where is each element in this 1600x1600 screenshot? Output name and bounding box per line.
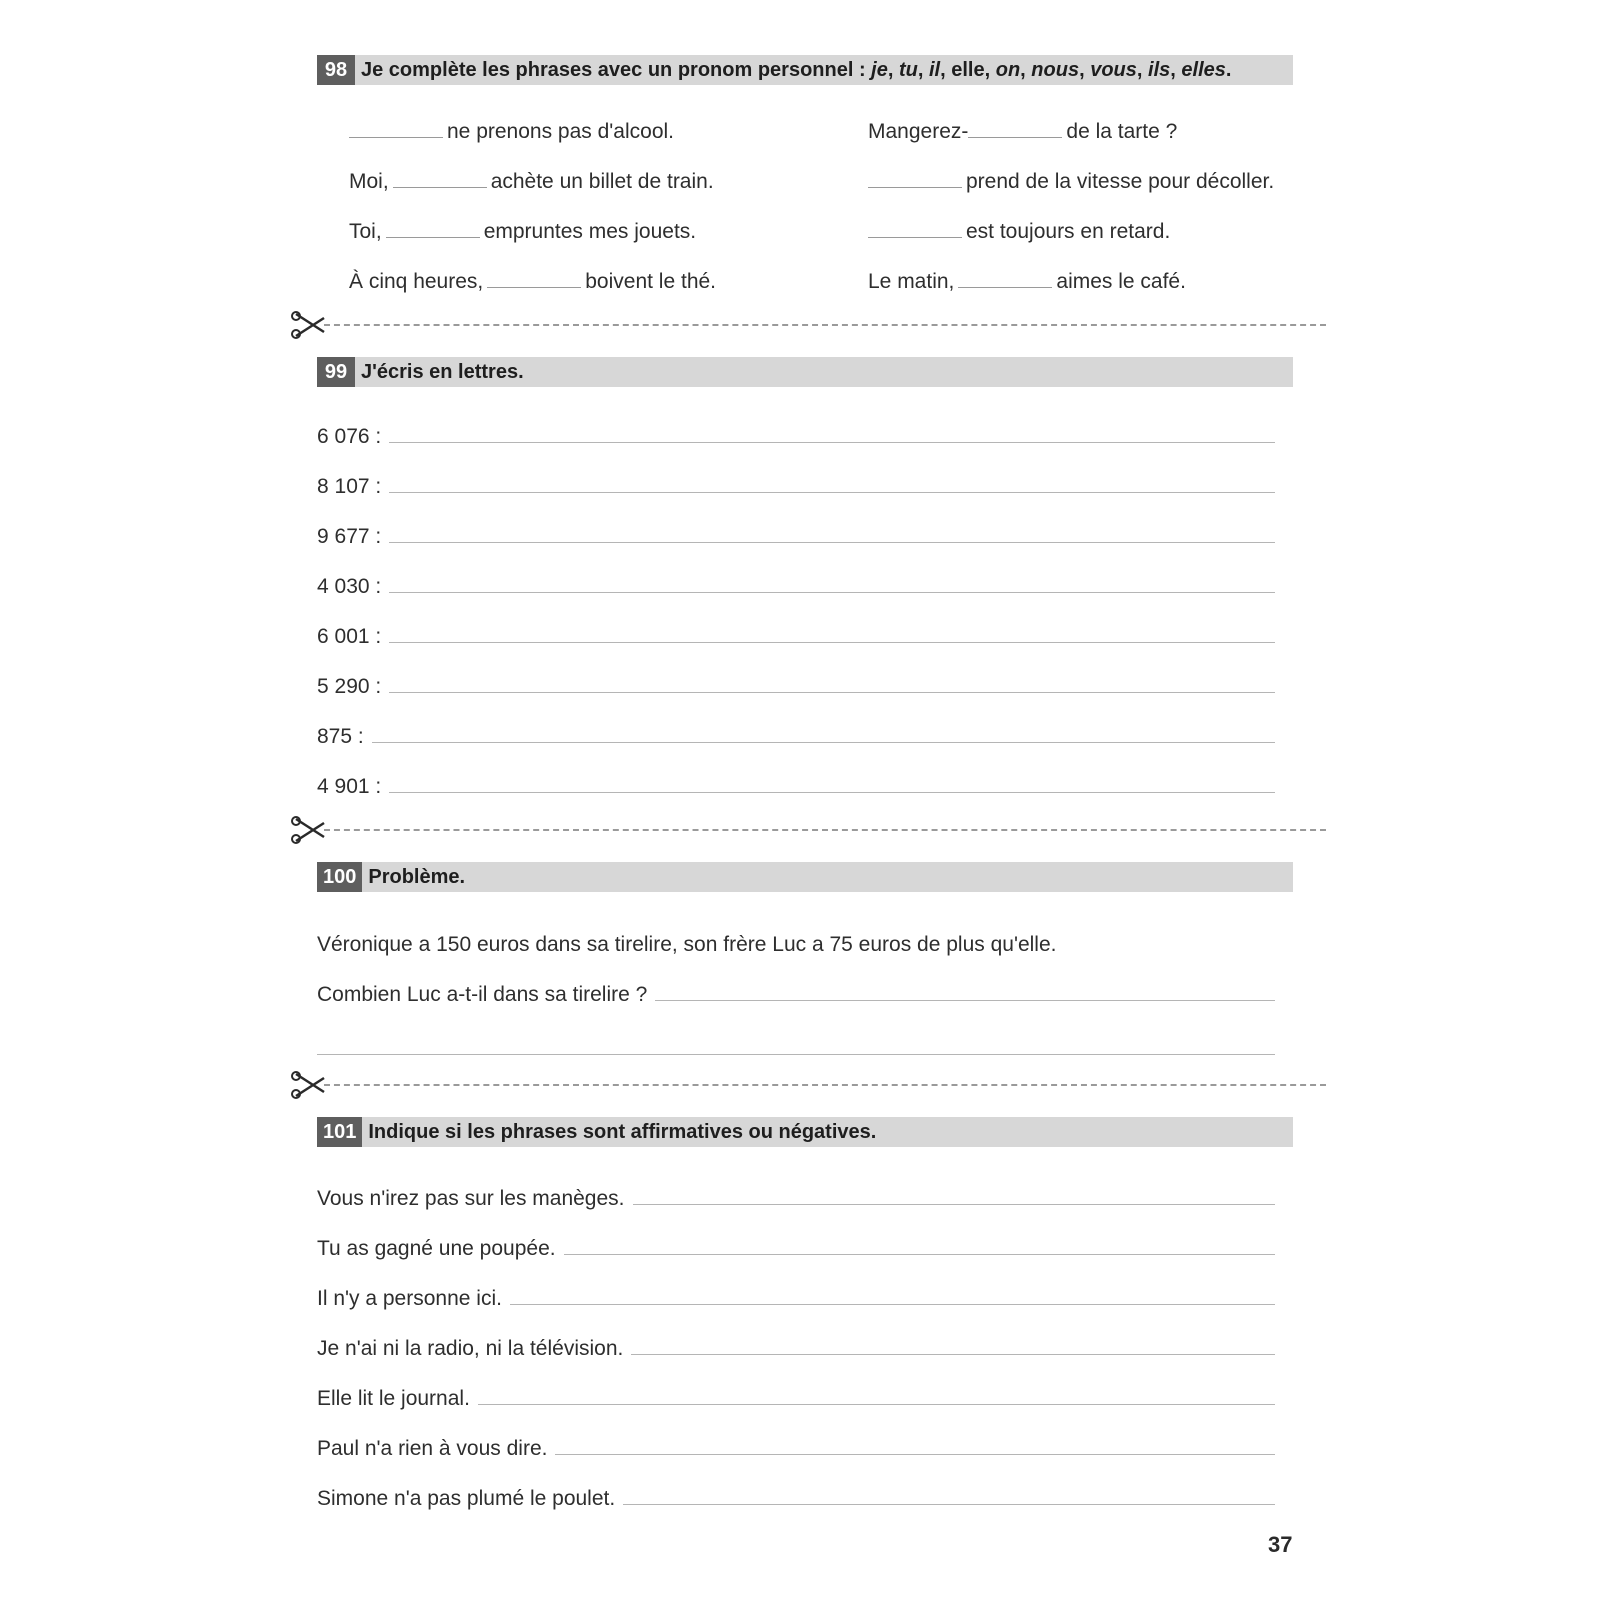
answer-line[interactable] — [389, 441, 1275, 443]
exercise-number: 101 — [317, 1117, 362, 1147]
exercise-number: 98 — [317, 55, 355, 85]
number-row — [317, 475, 1275, 499]
exercise-number: 99 — [317, 357, 355, 387]
sentence-text: de la tarte ? — [1066, 120, 1178, 143]
answer-blank[interactable] — [393, 186, 487, 188]
sentence-text: Tu as gagné une poupée. — [317, 1237, 556, 1260]
separator: , — [984, 58, 996, 81]
sentence-text: Moi, — [349, 170, 389, 193]
sentence-text: Toi, — [349, 220, 382, 243]
cut-line — [288, 1070, 1326, 1100]
answer-blank[interactable] — [958, 286, 1052, 288]
exercise-title: Indique si les phrases sont affirmatives ou négatives. — [368, 1120, 877, 1143]
sentence-text: À cinq heures, — [349, 270, 484, 293]
sentence-row — [349, 120, 674, 144]
answer-line[interactable] — [389, 591, 1275, 593]
number-label: 4 901 : — [317, 775, 382, 798]
number-label: 5 290 : — [317, 675, 382, 698]
answer-line[interactable] — [623, 1503, 1275, 1505]
dashed-line — [324, 1084, 1326, 1086]
sentence-text: ne prenons pas d'alcool. — [447, 120, 675, 143]
answer-blank[interactable] — [386, 236, 480, 238]
pronoun: tu — [898, 58, 918, 81]
sentence-text: Le matin, — [868, 270, 955, 293]
cut-line — [288, 310, 1326, 340]
pronoun: nous — [1031, 58, 1080, 81]
pronoun: je — [871, 58, 888, 81]
number-label: 8 107 : — [317, 475, 382, 498]
number-label: 4 030 : — [317, 575, 382, 598]
exercise-98-header — [317, 55, 1293, 85]
problem-question-row — [317, 983, 1275, 1007]
answer-line[interactable] — [389, 791, 1275, 793]
separator: , — [1170, 58, 1182, 81]
separator: , — [887, 58, 899, 81]
answer-blank[interactable] — [868, 186, 962, 188]
sentence-row — [317, 1437, 1275, 1461]
page-number: 37 — [1268, 1532, 1293, 1557]
pronoun: ils — [1148, 58, 1171, 81]
pronoun: elles — [1181, 58, 1226, 81]
sentence-text: aimes le café. — [1056, 270, 1186, 293]
sentence-text: Vous n'irez pas sur les manèges. — [317, 1187, 625, 1210]
scissors-icon — [288, 310, 328, 340]
cut-line — [288, 815, 1326, 845]
sentence-row — [868, 270, 1186, 294]
sentence-text: Je n'ai ni la radio, ni la télévision. — [317, 1337, 624, 1360]
answer-line[interactable] — [510, 1303, 1275, 1305]
pronoun: vous — [1090, 58, 1137, 81]
answer-line[interactable] — [633, 1203, 1275, 1205]
sentence-text: Elle lit le journal. — [317, 1387, 470, 1410]
sentence-row — [317, 1487, 1275, 1511]
sentence-text: Simone n'a pas plumé le poulet. — [317, 1487, 616, 1510]
exercise-99-header — [317, 357, 1293, 387]
pronoun: elle — [951, 58, 985, 81]
end-punctuation: . — [1225, 58, 1232, 81]
sentence-row — [349, 270, 716, 294]
scissors-icon — [288, 1070, 328, 1100]
sentence-row — [349, 170, 714, 194]
sentence-row — [868, 170, 1274, 194]
answer-line[interactable] — [389, 491, 1275, 493]
dashed-line — [324, 829, 1326, 831]
sentence-row — [317, 1387, 1275, 1411]
sentence-text: Mangerez- — [868, 120, 969, 143]
sentence-row — [317, 1187, 1275, 1211]
dashed-line — [324, 324, 1326, 326]
answer-line[interactable] — [555, 1453, 1275, 1455]
sentence-row — [317, 1337, 1275, 1361]
number-row — [317, 775, 1275, 799]
sentence-text: empruntes mes jouets. — [483, 220, 697, 243]
sentence-row — [349, 220, 696, 244]
scissors-icon — [288, 815, 328, 845]
number-label: 875 : — [317, 725, 364, 748]
exercise-title — [361, 59, 1231, 82]
separator: , — [1136, 58, 1149, 81]
number-label: 6 001 : — [317, 625, 382, 648]
answer-blank[interactable] — [487, 286, 581, 288]
number-row — [317, 575, 1275, 599]
separator: , — [1079, 58, 1091, 81]
answer-line[interactable] — [478, 1403, 1275, 1405]
answer-line[interactable] — [389, 691, 1275, 693]
exercise-title: Problème. — [368, 865, 466, 888]
answer-line[interactable] — [389, 641, 1275, 643]
sentence-row — [317, 1287, 1275, 1311]
exercise-number: 100 — [317, 862, 362, 892]
answer-line[interactable] — [372, 741, 1275, 743]
problem-statement: Véronique a 150 euros dans sa tirelire, son frère Luc a 75 euros de plus qu'elle. — [317, 933, 1057, 956]
answer-line[interactable] — [317, 1053, 1275, 1055]
title-text: Je complète les phrases avec un pronom personnel : — [361, 58, 872, 81]
sentence-text: Il n'y a personne ici. — [317, 1287, 502, 1310]
exercise-101-header — [317, 1117, 1293, 1147]
pronoun: on — [995, 58, 1021, 81]
separator: , — [1020, 58, 1032, 81]
number-row — [317, 725, 1275, 749]
number-label: 9 677 : — [317, 525, 382, 548]
exercise-title: J'écris en lettres. — [361, 360, 524, 383]
number-row — [317, 525, 1275, 549]
sentence-text: boivent le thé. — [585, 270, 717, 293]
answer-blank[interactable] — [349, 136, 443, 138]
separator: , — [917, 58, 929, 81]
answer-line[interactable] — [631, 1353, 1275, 1355]
answer-line[interactable] — [655, 999, 1275, 1001]
sentence-row — [317, 1237, 1275, 1261]
sentence-text: Paul n'a rien à vous dire. — [317, 1437, 548, 1460]
exercise-100-header — [317, 862, 1293, 892]
answer-blank[interactable] — [868, 236, 962, 238]
sentence-row — [868, 120, 1177, 144]
answer-line[interactable] — [564, 1253, 1275, 1255]
separator: , — [940, 58, 952, 81]
sentence-text: achète un billet de train. — [490, 170, 714, 193]
problem-question: Combien Luc a-t-il dans sa tirelire ? — [317, 983, 648, 1006]
sentence-text: prend de la vitesse pour décoller. — [966, 170, 1275, 193]
answer-blank[interactable] — [968, 136, 1062, 138]
number-row — [317, 425, 1275, 449]
number-label: 6 076 : — [317, 425, 382, 448]
sentence-text: est toujours en retard. — [966, 220, 1171, 243]
sentence-row — [868, 220, 1170, 244]
number-row — [317, 675, 1275, 699]
pronoun: il — [929, 58, 941, 81]
answer-line[interactable] — [389, 541, 1275, 543]
number-row — [317, 625, 1275, 649]
